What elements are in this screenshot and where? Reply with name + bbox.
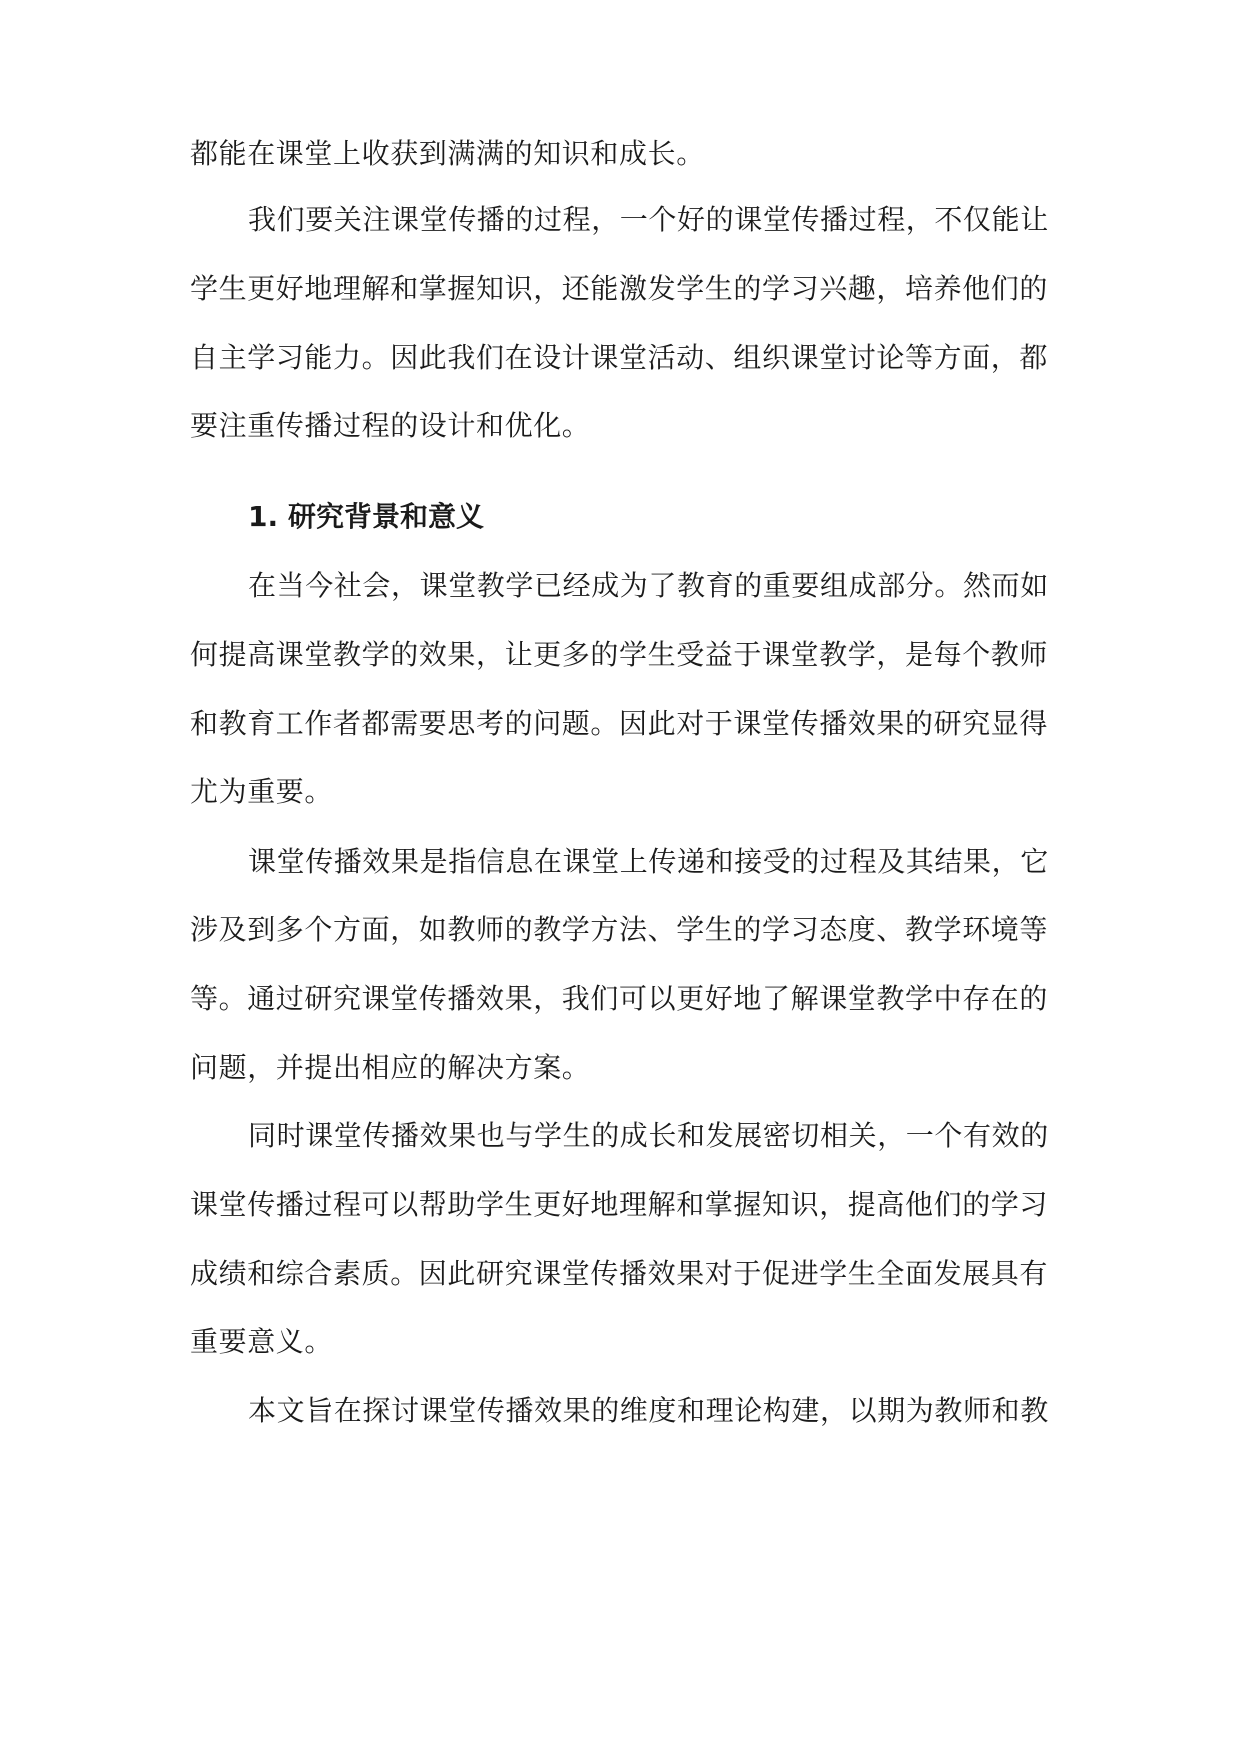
text-line: 我们要关注课堂传播的过程，一个好的课堂传播过程，不仅能让 bbox=[248, 203, 1049, 236]
text-line: 涉及到多个方面，如教师的教学方法、学生的学习态度、教学环境等 bbox=[190, 913, 1049, 946]
section-number: 1. bbox=[248, 500, 279, 533]
text-line: 课堂传播效果是指信息在课堂上传递和接受的过程及其结果，它 bbox=[248, 845, 1049, 878]
text-line: 问题，并提出相应的解决方案。 bbox=[190, 1051, 591, 1084]
text-line: 重要意义。 bbox=[190, 1325, 334, 1358]
text-line: 何提高课堂教学的效果，让更多的学生受益于课堂教学，是每个教师 bbox=[190, 638, 1049, 671]
text-line: 本文旨在探讨课堂传播效果的维度和理论构建，以期为教师和教 bbox=[248, 1394, 1049, 1427]
text-line: 和教育工作者都需要思考的问题。因此对于课堂传播效果的研究显得 bbox=[190, 707, 1049, 740]
text-line: 在当今社会，课堂教学已经成为了教育的重要组成部分。然而如 bbox=[248, 569, 1049, 602]
text-line: 自主学习能力。因此我们在设计课堂活动、组织课堂讨论等方面，都 bbox=[190, 341, 1049, 374]
text-line: 课堂传播过程可以帮助学生更好地理解和掌握知识，提高他们的学习 bbox=[190, 1188, 1049, 1221]
text-line: 同时课堂传播效果也与学生的成长和发展密切相关，一个有效的 bbox=[248, 1119, 1049, 1152]
text-line: 学生更好地理解和掌握知识，还能激发学生的学习兴趣，培养他们的 bbox=[190, 272, 1049, 305]
text-line: 等。通过研究课堂传播效果，我们可以更好地了解课堂教学中存在的 bbox=[190, 982, 1049, 1015]
text-line: 要注重传播过程的设计和优化。 bbox=[190, 409, 591, 442]
text-line: 成绩和综合素质。因此研究课堂传播效果对于促进学生全面发展具有 bbox=[190, 1257, 1049, 1290]
section-heading bbox=[248, 497, 484, 537]
section-title: 研究背景和意义 bbox=[288, 500, 485, 533]
text-line: 尤为重要。 bbox=[190, 775, 334, 808]
text-line: 都能在课堂上收获到满满的知识和成长。 bbox=[190, 137, 705, 170]
